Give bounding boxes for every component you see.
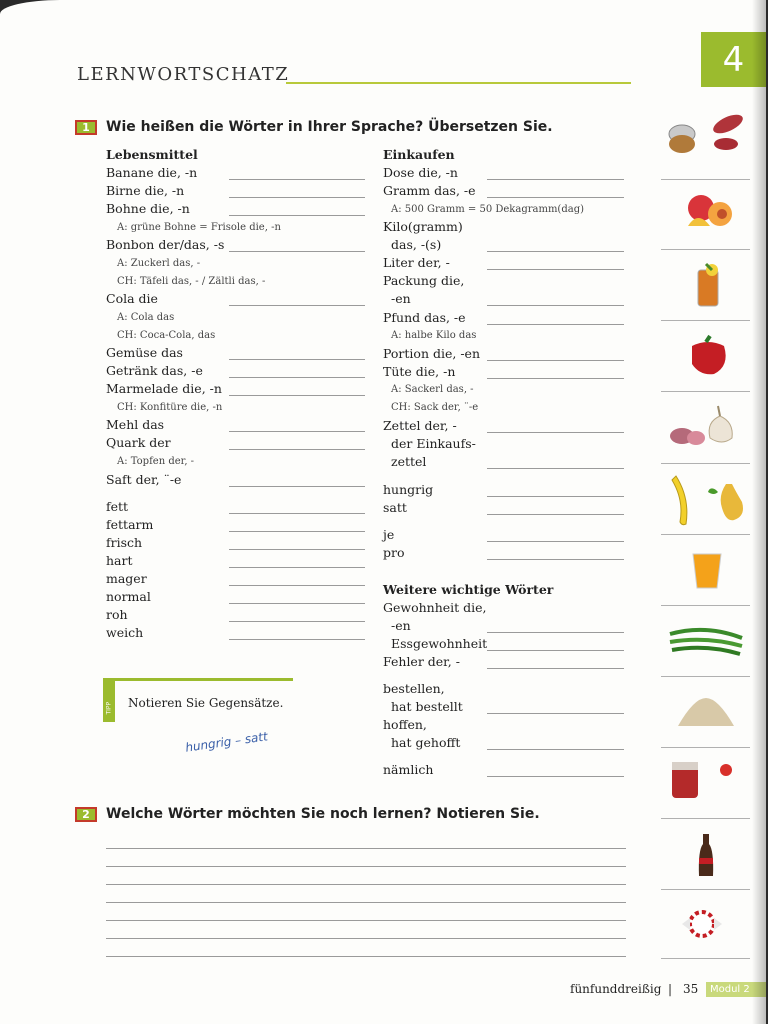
answer-line[interactable]	[229, 215, 365, 216]
banana-pear-icon	[666, 472, 746, 528]
notes-line[interactable]	[106, 884, 626, 885]
page-separator: |	[668, 982, 673, 996]
answer-line[interactable]	[487, 360, 624, 361]
page-binding-shadow	[752, 0, 766, 1024]
word: hart	[106, 553, 133, 568]
answer-line[interactable]	[487, 496, 624, 497]
answer-line[interactable]	[487, 179, 624, 180]
word: mager	[106, 571, 147, 586]
answer-line[interactable]	[229, 531, 365, 532]
answer-line[interactable]	[229, 395, 365, 396]
flour-icon	[674, 692, 738, 732]
task-1-number: 1	[75, 120, 97, 135]
word: hat bestellt	[391, 699, 463, 714]
word: Getränk das, -e	[106, 363, 203, 378]
notes-line[interactable]	[106, 848, 626, 849]
word: je	[383, 527, 395, 542]
answer-line[interactable]	[661, 463, 750, 464]
answer-line[interactable]	[229, 179, 365, 180]
answer-line[interactable]	[229, 305, 365, 306]
word: frisch	[106, 535, 143, 550]
answer-line[interactable]	[229, 621, 365, 622]
word: fett	[106, 499, 129, 514]
iced-tea-icon	[692, 262, 726, 310]
word: Quark der	[106, 435, 171, 450]
answer-line[interactable]	[661, 179, 750, 180]
answer-line[interactable]	[661, 676, 750, 677]
word: Dose die, -n	[383, 165, 458, 180]
answer-line[interactable]	[229, 377, 365, 378]
answer-line[interactable]	[229, 567, 365, 568]
word: pro	[383, 545, 405, 560]
variant-note: A: halbe Kilo das	[391, 330, 477, 341]
word: Liter der, -	[383, 255, 450, 270]
variant-note: CH: Sack der, ¨-e	[391, 402, 479, 413]
answer-line[interactable]	[487, 668, 624, 669]
variant-note: A: Topfen der, -	[117, 456, 195, 467]
answer-line[interactable]	[229, 486, 365, 487]
notes-line[interactable]	[106, 938, 626, 939]
notes-line[interactable]	[106, 956, 626, 957]
word: -en	[391, 618, 411, 633]
candy-icon	[676, 906, 726, 944]
answer-line[interactable]	[661, 391, 750, 392]
answer-line[interactable]	[487, 749, 624, 750]
word: hat gehofft	[391, 735, 461, 750]
answer-line[interactable]	[229, 359, 365, 360]
bell-pepper-icon	[684, 334, 732, 378]
word: weich	[106, 625, 144, 640]
peach-icon	[684, 192, 736, 234]
answer-line[interactable]	[229, 251, 365, 252]
answer-line[interactable]	[229, 197, 365, 198]
word: -en	[391, 291, 411, 306]
answer-line[interactable]	[487, 632, 624, 633]
word: zettel	[391, 454, 427, 469]
task-2-number: 2	[75, 807, 97, 822]
word: Mehl das	[106, 417, 165, 432]
word: Packung die,	[383, 273, 465, 288]
answer-line[interactable]	[487, 432, 624, 433]
can-and-sausage-icon	[666, 110, 750, 160]
word: Gemüse das	[106, 345, 183, 360]
variant-note: A: Sackerl das, -	[391, 384, 474, 395]
task-2-instruction: Welche Wörter möchten Sie noch lernen? Notieren Sie.	[106, 806, 540, 822]
word: hungrig	[383, 482, 434, 497]
answer-line[interactable]	[661, 534, 750, 535]
answer-line[interactable]	[661, 605, 750, 606]
answer-line[interactable]	[661, 249, 750, 250]
answer-line[interactable]	[487, 541, 624, 542]
orange-juice-icon	[690, 548, 724, 592]
task-1-instruction: Wie heißen die Wörter in Ihrer Sprache? Übersetzen Sie.	[106, 119, 553, 135]
notes-line[interactable]	[106, 920, 626, 921]
jam-jar-icon	[668, 756, 740, 802]
answer-line[interactable]	[487, 650, 624, 651]
tip-text: Notieren Sie Gegensätze.	[128, 696, 284, 710]
title-rule	[286, 82, 631, 84]
word: Zettel der, -	[383, 418, 457, 433]
tip-border	[103, 678, 293, 681]
answer-line[interactable]	[229, 639, 365, 640]
word: Essgewohnheit	[391, 636, 488, 651]
variant-note: A: grüne Bohne = Frisole die, -n	[117, 222, 281, 233]
variant-note: A: Zuckerl das, -	[117, 258, 201, 269]
word: nämlich	[383, 762, 434, 777]
word: satt	[383, 500, 407, 515]
answer-line[interactable]	[661, 818, 750, 819]
page-title: LERNWORTSCHATZ	[77, 64, 290, 85]
variant-note: CH: Täfeli das, - / Zältli das, -	[117, 276, 266, 287]
answer-line[interactable]	[661, 889, 750, 890]
answer-line[interactable]	[487, 324, 624, 325]
word: Kilo(gramm)	[383, 219, 463, 234]
notes-line[interactable]	[106, 902, 626, 903]
word: Birne die, -n	[106, 183, 185, 198]
word: Bohne die, -n	[106, 201, 190, 216]
cola-bottle-icon	[696, 832, 716, 878]
variant-note: CH: Konfitüre die, -n	[117, 402, 223, 413]
module-badge: Modul 2	[706, 982, 766, 997]
word: Fehler der, -	[383, 654, 460, 669]
heading-einkaufen: Einkaufen	[383, 147, 455, 162]
answer-line[interactable]	[487, 776, 624, 777]
word: der Einkaufs-	[391, 436, 476, 451]
variant-note: A: Cola das	[117, 312, 175, 323]
garlic-onion-icon	[666, 402, 744, 450]
word: Cola die	[106, 291, 158, 306]
word: roh	[106, 607, 128, 622]
word: Gewohnheit die,	[383, 600, 487, 615]
answer-line[interactable]	[229, 549, 365, 550]
answer-line[interactable]	[487, 468, 624, 469]
answer-line[interactable]	[487, 713, 624, 714]
word: Marmelade die, -n	[106, 381, 222, 396]
page-number: 35	[683, 982, 699, 996]
answer-line[interactable]	[487, 559, 624, 560]
heading-weitere-woerter: Weitere wichtige Wörter	[383, 582, 554, 597]
answer-line[interactable]	[487, 514, 624, 515]
answer-line[interactable]	[487, 197, 624, 198]
word: hoffen,	[383, 717, 427, 732]
variant-note: A: 500 Gramm = 50 Dekagramm(dag)	[391, 204, 585, 215]
answer-line[interactable]	[229, 513, 365, 514]
word: Gramm das, -e	[383, 183, 476, 198]
answer-line[interactable]	[229, 603, 365, 604]
green-beans-icon	[666, 622, 746, 660]
chapter-badge: 4	[701, 32, 766, 87]
handwritten-note: hungrig – satt	[184, 729, 269, 755]
word: Tüte die, -n	[383, 364, 456, 379]
answer-line[interactable]	[487, 378, 624, 379]
word: fettarm	[106, 517, 154, 532]
answer-line[interactable]	[229, 449, 365, 450]
answer-line[interactable]	[229, 431, 365, 432]
word: Portion die, -en	[383, 346, 480, 361]
answer-line[interactable]	[229, 585, 365, 586]
answer-line[interactable]	[661, 320, 750, 321]
answer-line[interactable]	[487, 269, 624, 270]
word: Pfund das, -e	[383, 310, 466, 325]
notes-line[interactable]	[106, 866, 626, 867]
answer-line[interactable]	[487, 305, 624, 306]
variant-note: CH: Coca-Cola, das	[117, 330, 216, 341]
tip-label: TIPP	[105, 701, 113, 715]
word: bestellen,	[383, 681, 445, 696]
word: Bonbon der/das, -s	[106, 237, 225, 252]
word: normal	[106, 589, 151, 604]
answer-line[interactable]	[661, 747, 750, 748]
page-word: fünfunddreißig	[570, 982, 662, 996]
heading-lebensmittel: Lebensmittel	[106, 147, 198, 162]
word: Saft der, ¨-e	[106, 472, 182, 487]
word: Banane die, -n	[106, 165, 198, 180]
answer-line[interactable]	[487, 251, 624, 252]
answer-line[interactable]	[661, 958, 750, 959]
word: das, -(s)	[391, 237, 442, 252]
